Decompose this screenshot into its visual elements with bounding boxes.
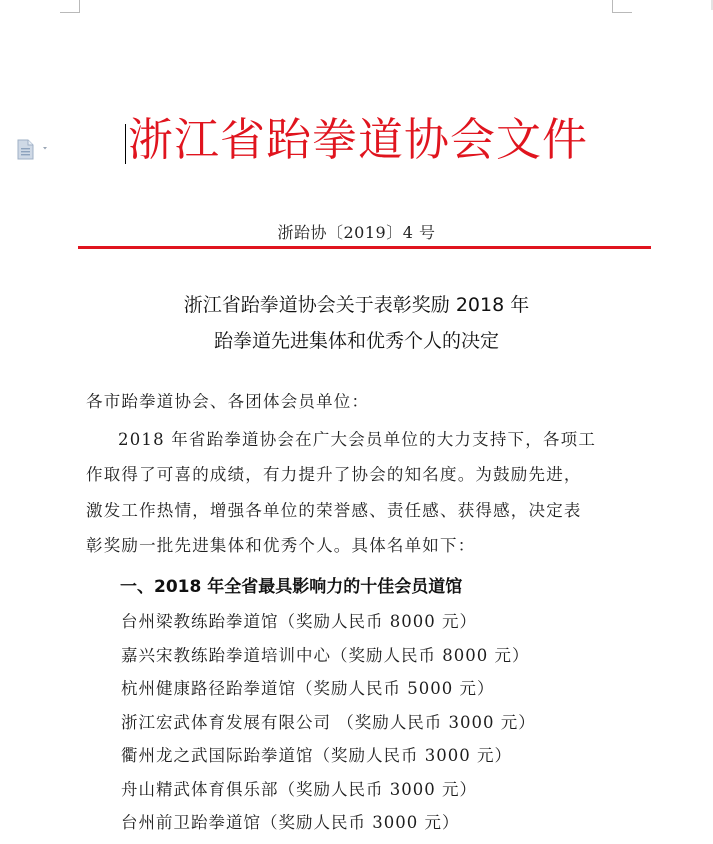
list-item: 台州前卫跆拳道馆（奖励人民币 3000 元） (121, 813, 460, 832)
list-item: 舟山精武体育俱乐部（奖励人民币 3000 元） (121, 780, 477, 799)
crop-mark-top-left (79, 0, 80, 13)
text-cursor (125, 124, 126, 164)
salutation: 各市跆拳道协会、各团体会员单位： (86, 392, 370, 411)
body-line: 2018 年省跆拳道协会在广大会员单位的大力支持下，各项工 (118, 430, 597, 449)
body-line: 作取得了可喜的成绩，有力提升了协会的知名度。为鼓励先进， (86, 465, 582, 484)
body-line: 彰奖励一批先进集体和优秀个人。具体名单如下： (86, 536, 476, 555)
document-number: 浙跆协〔2019〕4 号 (277, 223, 436, 242)
red-divider (78, 246, 651, 249)
heading-line-1: 浙江省跆拳道协会关于表彰奖励 2018 年 (183, 294, 530, 316)
list-item: 衢州龙之武国际跆拳道馆（奖励人民币 3000 元） (121, 746, 512, 765)
document-icon[interactable] (16, 138, 56, 162)
body-line: 激发工作热情，增强各单位的荣誉感、责任感、获得感，决定表 (86, 501, 582, 520)
crop-mark-top-right (612, 12, 632, 13)
list-item: 台州梁教练跆拳道馆（奖励人民币 8000 元） (121, 612, 477, 631)
crop-mark-top-left (60, 12, 80, 13)
list-item: 杭州健康路径跆拳道馆（奖励人民币 5000 元） (121, 679, 495, 698)
heading-line-2: 跆拳道先进集体和优秀个人的决定 (213, 330, 499, 352)
crop-mark-top-right (612, 0, 613, 13)
list-item: 浙江宏武体育发展有限公司 （奖励人民币 3000 元） (121, 713, 536, 732)
document-title: 浙江省跆拳道协会文件 (128, 113, 589, 166)
list-item: 嘉兴宋教练跆拳道培训中心（奖励人民币 8000 元） (121, 646, 530, 665)
section-title: 一、2018 年全省最具影响力的十佳会员道馆 (120, 577, 463, 597)
document-icon-graphic (16, 138, 56, 162)
